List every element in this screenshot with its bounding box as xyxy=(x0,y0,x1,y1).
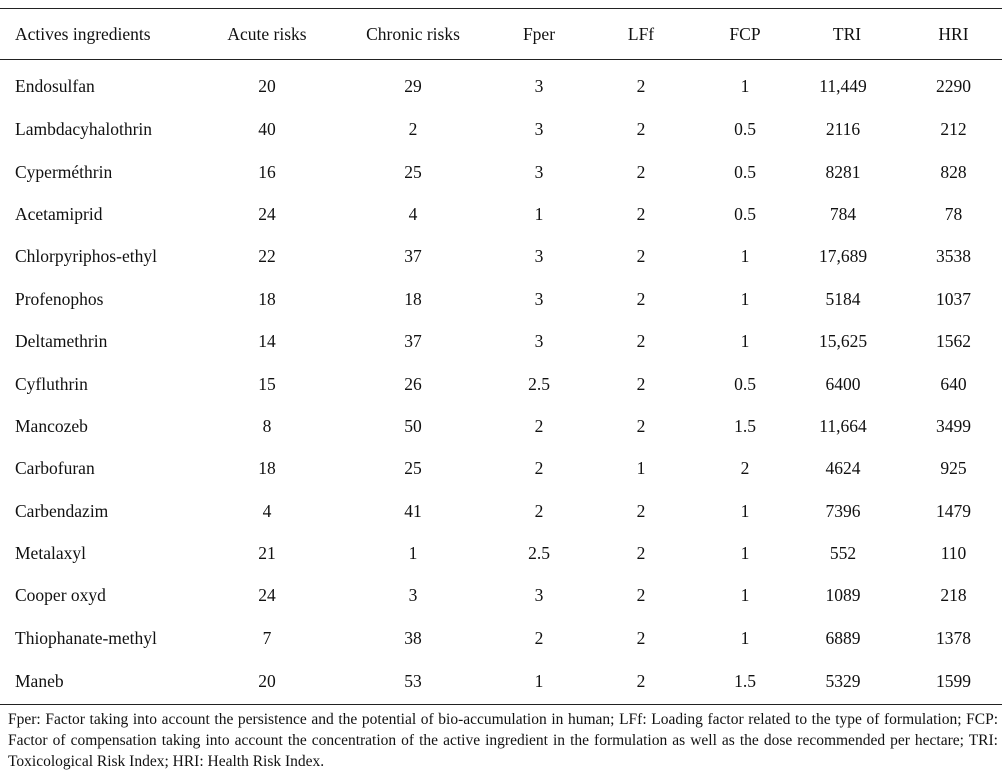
column-header: HRI xyxy=(938,23,969,44)
table-cell: 2290 xyxy=(936,76,971,97)
table-cell: 1378 xyxy=(936,627,971,648)
table-row xyxy=(0,320,1002,362)
table-cell: 640 xyxy=(940,373,967,394)
table-cell: 7396 xyxy=(825,500,861,521)
table-cell: 2.5 xyxy=(528,543,550,564)
table-cell: 2 xyxy=(636,543,646,564)
table-cell: 29 xyxy=(404,76,422,97)
table-cell: 3 xyxy=(534,161,544,182)
table-cell: 552 xyxy=(829,543,857,564)
ingredient-name-cell: Metalaxyl xyxy=(15,543,86,564)
table-cell: 1 xyxy=(740,543,750,564)
table-cell: 0.5 xyxy=(734,373,756,394)
table-cell: 2 xyxy=(534,500,544,521)
table-cell: 1599 xyxy=(936,671,971,692)
table-row xyxy=(0,278,1002,320)
table-cell: 2116 xyxy=(825,119,861,140)
column-header: LFf xyxy=(627,23,655,44)
ingredient-name-cell: Deltamethrin xyxy=(15,331,108,352)
table-cell: 1 xyxy=(740,500,750,521)
table-cell: 15,625 xyxy=(818,331,868,352)
pesticide-risk-table xyxy=(0,8,1002,705)
table-cell: 1 xyxy=(408,543,418,564)
table-cell: 1 xyxy=(534,203,544,224)
table-cell: 14 xyxy=(258,331,276,352)
table-cell: 2 xyxy=(740,458,750,479)
table-cell: 2 xyxy=(636,671,646,692)
table-cell: 50 xyxy=(404,415,422,436)
table-cell: 1089 xyxy=(825,585,861,606)
table-cell: 2.5 xyxy=(528,373,550,394)
table-cell: 2 xyxy=(636,76,646,97)
table-cell: 1 xyxy=(740,288,750,309)
table-cell: 828 xyxy=(940,161,967,182)
table-cell: 24 xyxy=(258,203,276,224)
ingredient-name-cell: Endosulfan xyxy=(15,76,95,97)
table-cell: 1037 xyxy=(936,288,971,309)
table-cell: 37 xyxy=(404,246,422,267)
table-cell: 78 xyxy=(944,203,963,224)
table-cell: 18 xyxy=(258,458,276,479)
table-cell: 1 xyxy=(740,76,750,97)
ingredient-name-cell: Cyfluthrin xyxy=(15,373,88,394)
table-cell: 1 xyxy=(740,627,750,648)
table-cell: 212 xyxy=(940,119,967,140)
table-row xyxy=(0,193,1002,235)
table-cell: 2 xyxy=(636,161,646,182)
table-cell: 1562 xyxy=(936,331,971,352)
table-cell: 1.5 xyxy=(734,671,756,692)
table-row xyxy=(0,363,1002,405)
table-cell: 24 xyxy=(258,585,276,606)
table-cell: 17,689 xyxy=(818,246,868,267)
table-row xyxy=(0,617,1002,659)
table-cell: 784 xyxy=(829,203,857,224)
table-cell: 7 xyxy=(262,627,272,648)
table-cell: 3 xyxy=(408,585,418,606)
ingredient-name-cell: Chlorpyriphos-ethyl xyxy=(15,246,157,267)
ingredient-name-cell: Cyperméthrin xyxy=(15,161,113,182)
table-cell: 15 xyxy=(258,373,276,394)
table-cell: 2 xyxy=(636,415,646,436)
table-cell: 2 xyxy=(636,331,646,352)
column-header: Actives ingredients xyxy=(15,23,151,44)
table-cell: 26 xyxy=(404,373,422,394)
table-cell: 6400 xyxy=(825,373,861,394)
table-cell: 1 xyxy=(740,331,750,352)
table-cell: 25 xyxy=(404,458,422,479)
table-cell: 0.5 xyxy=(734,119,756,140)
column-header: Fper xyxy=(522,23,556,44)
table-row xyxy=(0,151,1002,193)
table-cell: 5329 xyxy=(825,671,861,692)
table-row xyxy=(0,448,1002,490)
table-cell: 8281 xyxy=(825,161,861,182)
table-cell: 18 xyxy=(258,288,276,309)
table-row xyxy=(0,405,1002,447)
table-cell: 2 xyxy=(636,288,646,309)
table-cell: 20 xyxy=(258,671,276,692)
table-cell: 40 xyxy=(258,119,276,140)
table-cell: 3 xyxy=(534,585,544,606)
table-cell: 22 xyxy=(258,246,276,267)
table-cell: 18 xyxy=(404,288,422,309)
table-cell: 1479 xyxy=(936,500,971,521)
header-row xyxy=(0,9,1002,60)
table-row xyxy=(0,575,1002,617)
table-header xyxy=(0,9,1002,60)
table-cell: 2 xyxy=(534,627,544,648)
ingredient-name-cell: Carbendazim xyxy=(15,500,109,521)
table-cell: 3 xyxy=(534,331,544,352)
table-cell: 6889 xyxy=(825,627,861,648)
table-cell: 2 xyxy=(636,246,646,267)
table-cell: 1 xyxy=(740,585,750,606)
table-cell: 2 xyxy=(636,627,646,648)
table-cell: 8 xyxy=(262,415,272,436)
table-cell: 37 xyxy=(404,331,422,352)
table-row xyxy=(0,660,1002,705)
table-cell: 4 xyxy=(408,203,418,224)
table-row xyxy=(0,60,1002,109)
table-cell: 1 xyxy=(636,458,646,479)
table-cell: 2 xyxy=(636,203,646,224)
ingredient-name-cell: Maneb xyxy=(15,671,64,692)
table-cell: 925 xyxy=(940,458,967,479)
column-header: Chronic risks xyxy=(366,23,460,44)
table-cell: 4624 xyxy=(825,458,861,479)
table-cell: 20 xyxy=(258,76,276,97)
ingredient-name-cell: Mancozeb xyxy=(15,415,88,436)
table-cell: 41 xyxy=(404,500,422,521)
table-cell: 218 xyxy=(940,585,967,606)
table-cell: 53 xyxy=(404,671,422,692)
table-cell: 1 xyxy=(534,671,544,692)
table-cell: 2 xyxy=(534,458,544,479)
ingredient-name-cell: Thiophanate-methyl xyxy=(15,627,157,648)
table-cell: 0.5 xyxy=(734,203,756,224)
table-body xyxy=(0,60,1002,705)
table-cell: 16 xyxy=(258,161,276,182)
table-cell: 2 xyxy=(636,119,646,140)
ingredient-name-cell: Acetamiprid xyxy=(15,203,103,224)
table-cell: 3 xyxy=(534,288,544,309)
ingredient-name-cell: Carbofuran xyxy=(15,458,95,479)
table-cell: 3 xyxy=(534,76,544,97)
table-cell: 2 xyxy=(408,119,418,140)
table-cell: 38 xyxy=(404,627,422,648)
table-cell: 1.5 xyxy=(734,415,756,436)
table-cell: 25 xyxy=(404,161,422,182)
ingredient-name-cell: Lambdacyhalothrin xyxy=(15,119,153,140)
ingredient-name-cell: Profenophos xyxy=(15,288,104,309)
table-row xyxy=(0,490,1002,532)
table-cell: 11,664 xyxy=(819,415,867,436)
table-cell: 2 xyxy=(636,585,646,606)
table-cell: 3538 xyxy=(936,246,971,267)
table-cell: 3 xyxy=(534,119,544,140)
table-cell: 0.5 xyxy=(734,161,756,182)
table-footnote: Fper: Factor taking into account the persistence and the potential of bio-accumulation in human; LFf: Loading factor related to the type of formulation; FCP: Factor of compensation taking into account the concentration of the active ingredient in the formulation as well as the dose recommended per hectare; TRI: Toxicological Risk Index; HRI: Health Risk Index. xyxy=(8,711,998,770)
table-cell: 4 xyxy=(262,500,272,521)
table-row xyxy=(0,109,1002,151)
table-cell: 2 xyxy=(534,415,544,436)
ingredient-name-cell: Cooper oxyd xyxy=(15,585,106,606)
table-cell: 1 xyxy=(740,246,750,267)
table-cell: 3 xyxy=(534,246,544,267)
column-header: TRI xyxy=(832,23,862,44)
table-row xyxy=(0,236,1002,278)
table-cell: 110 xyxy=(940,543,967,564)
column-header: FCP xyxy=(729,23,761,44)
table-cell: 2 xyxy=(636,373,646,394)
table-cell: 3499 xyxy=(936,415,971,436)
table-cell: 21 xyxy=(258,543,276,564)
table-cell: 5184 xyxy=(825,288,861,309)
column-header: Acute risks xyxy=(227,23,307,44)
table-cell: 2 xyxy=(636,500,646,521)
table-row xyxy=(0,532,1002,574)
table-cell: 11,449 xyxy=(819,76,867,97)
